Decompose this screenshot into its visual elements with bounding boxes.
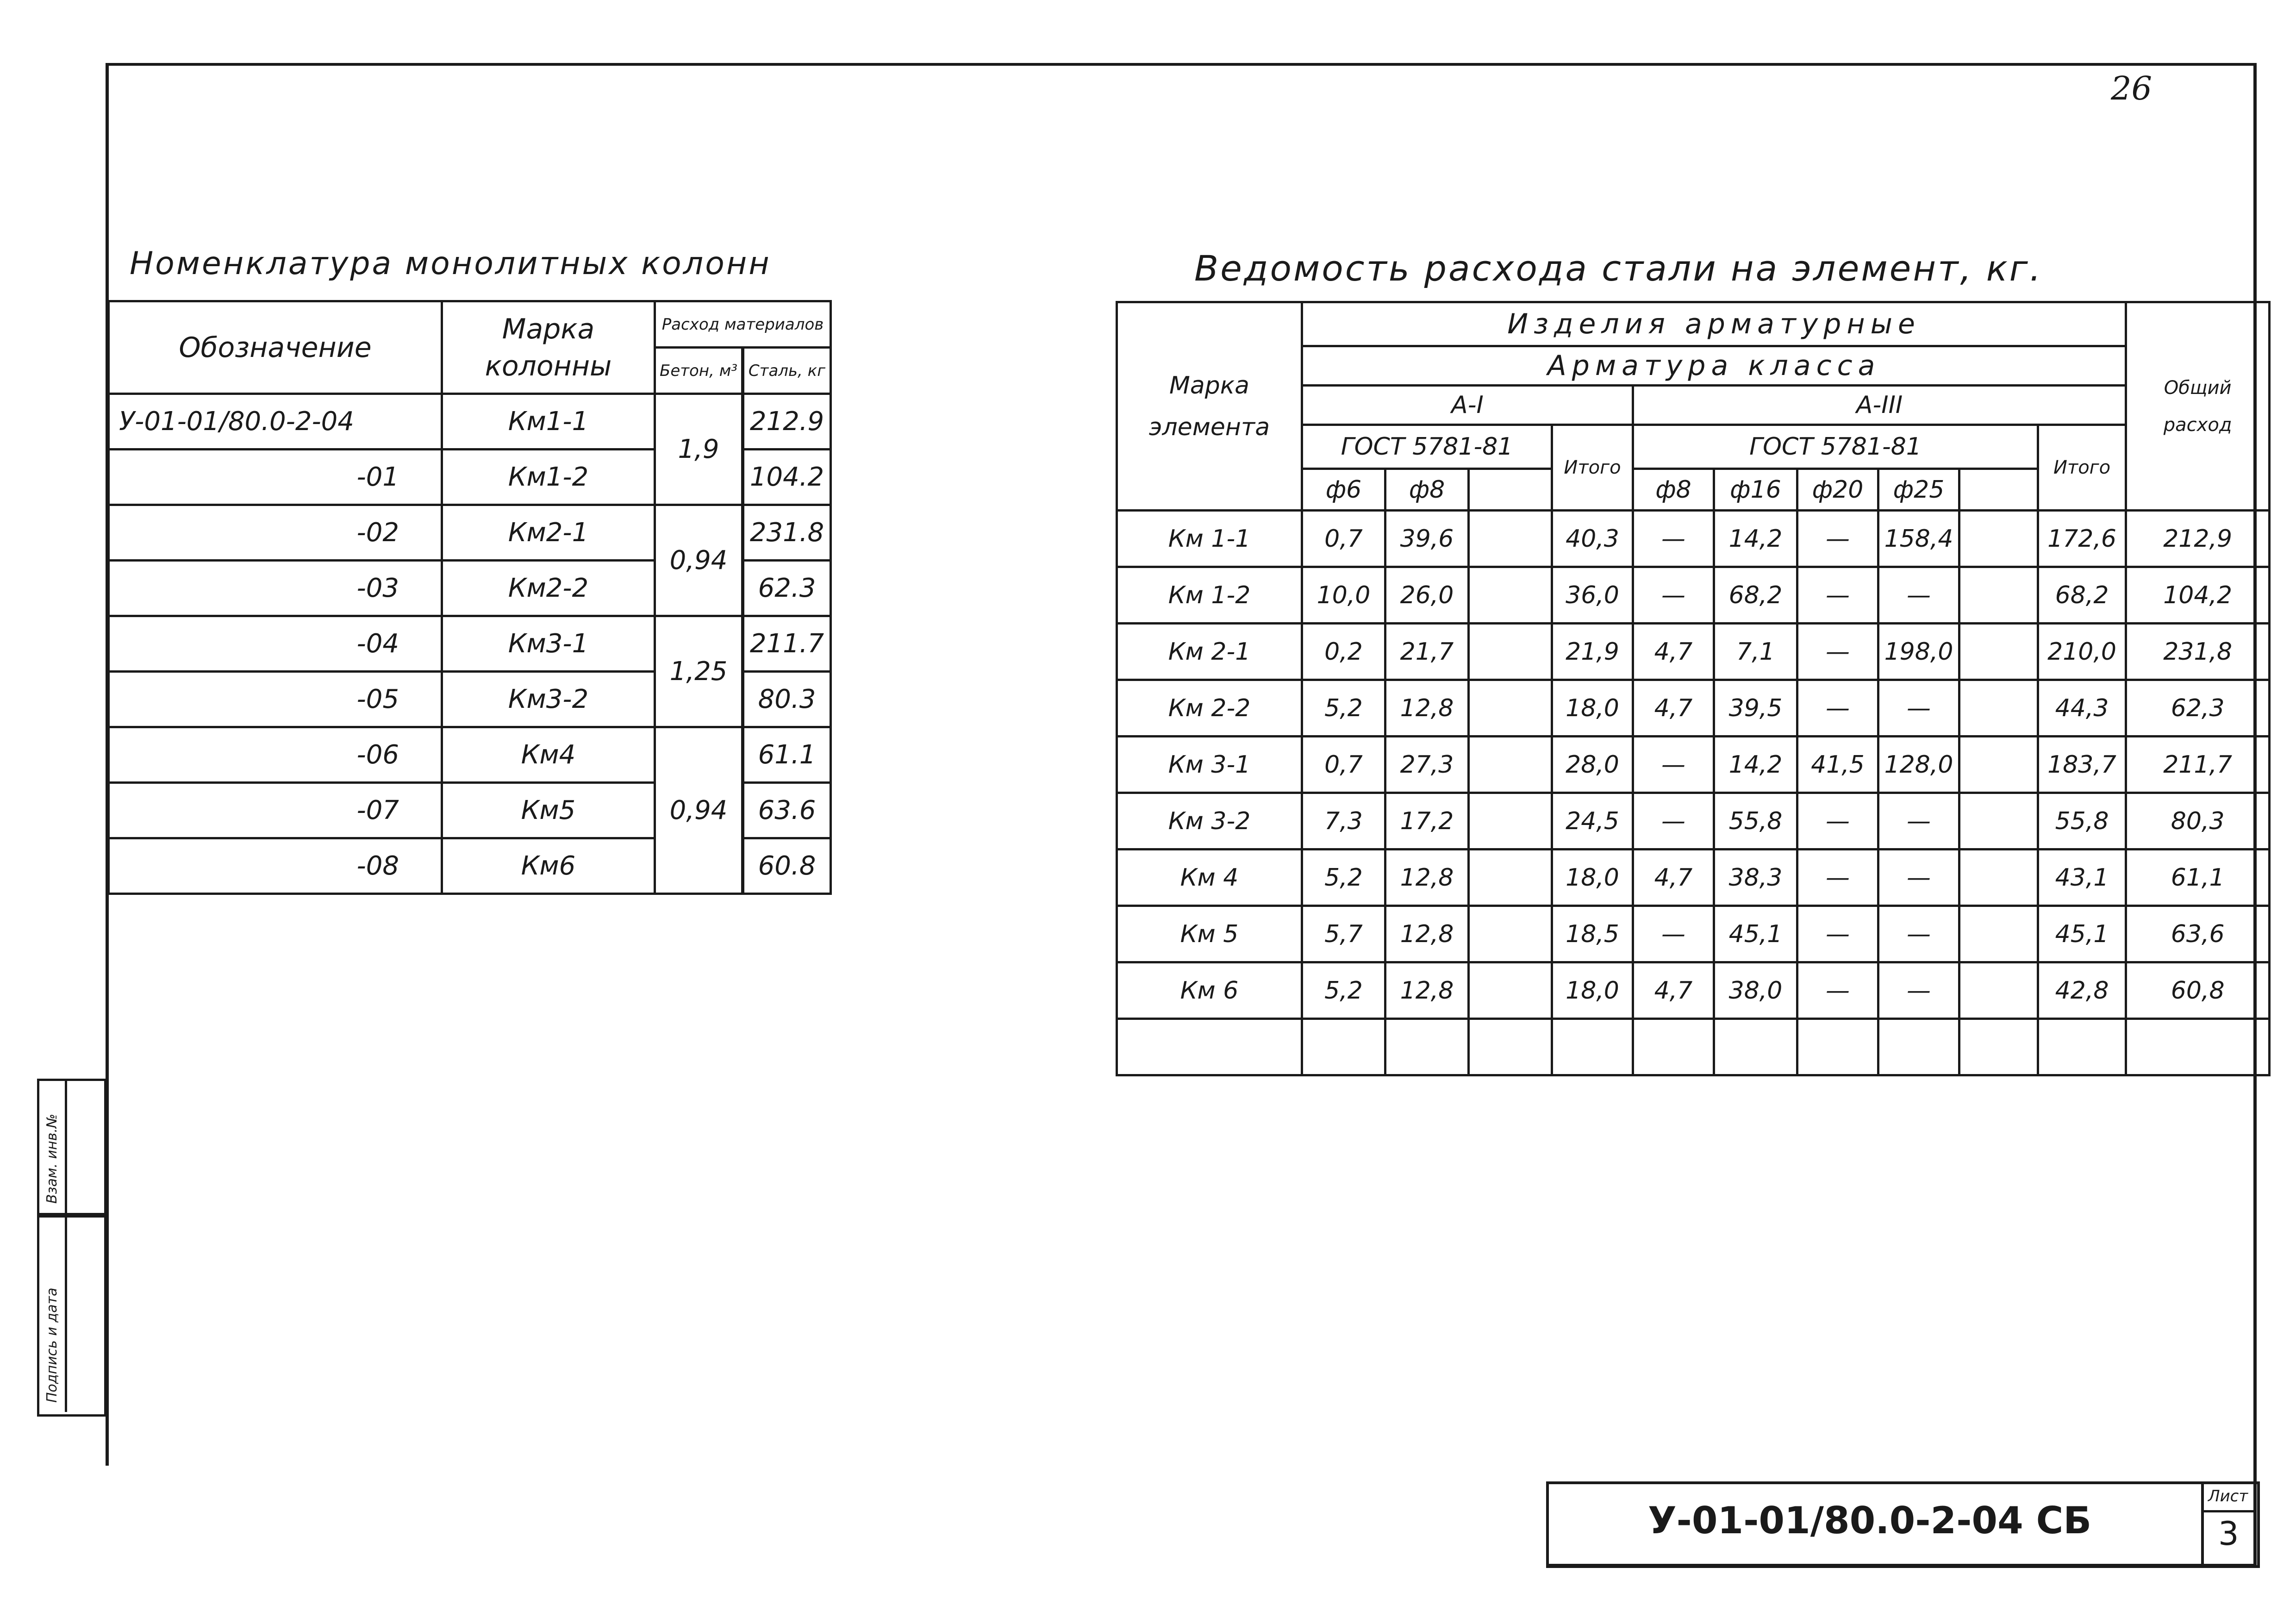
- steel-table: [1116, 301, 2271, 1076]
- header-overall: Общий расход: [2126, 302, 2270, 511]
- cell-a3-d20: —: [1797, 962, 1878, 1019]
- cell-a3-d16: 45,1: [1714, 906, 1797, 962]
- row-code: -03: [109, 561, 442, 616]
- cell-overall: 60,8: [2126, 962, 2270, 1019]
- header-gost-a1: ГОСТ 5781-81: [1302, 425, 1552, 469]
- cell-mark: Км 6: [1117, 962, 1302, 1019]
- row-code: У-01-01/80.0-2-04: [109, 394, 442, 450]
- row-code: -02: [109, 505, 442, 561]
- table-row: [1117, 511, 2270, 567]
- cell-total-a1: 40,3: [1552, 511, 1633, 567]
- row-mark: Км2-2: [442, 561, 655, 616]
- cell-a3-d20: —: [1797, 793, 1878, 849]
- row-mark: Км3-2: [442, 672, 655, 727]
- cell-a3-d8: 4,7: [1633, 962, 1714, 1019]
- cell-d6: 10,0: [1302, 567, 1385, 624]
- cell-empty: [1469, 680, 1552, 737]
- cell-a3-d25: —: [1878, 906, 1959, 962]
- cell-d8: 21,7: [1385, 624, 1469, 680]
- cell-a3-d20: —: [1797, 624, 1878, 680]
- cell-a3-d8: —: [1633, 737, 1714, 793]
- header-d25: ф25: [1878, 469, 1959, 511]
- row-steel: 212.9: [743, 394, 831, 450]
- cell-mark: Км 3-1: [1117, 737, 1302, 793]
- header-d6: ф6: [1302, 469, 1385, 511]
- cell-d8: 12,8: [1385, 906, 1469, 962]
- title-block-sheet-divider-v: [2201, 1481, 2204, 1564]
- cell-a3-d8: 4,7: [1633, 849, 1714, 906]
- side-label-signature: Подпись и дата: [44, 1287, 60, 1403]
- cell-a3-d20: —: [1797, 511, 1878, 567]
- cell-empty: [1959, 906, 2038, 962]
- cell-d6: 5,2: [1302, 849, 1385, 906]
- row-mark: Км1-1: [442, 394, 655, 450]
- cell-total-a1: 21,9: [1552, 624, 1633, 680]
- cell-a3-d8: —: [1633, 906, 1714, 962]
- cell-a3-d25: —: [1878, 793, 1959, 849]
- cell-a3-d16: 38,3: [1714, 849, 1797, 906]
- cell-d8: 27,3: [1385, 737, 1469, 793]
- header-d8-a1: ф8: [1385, 469, 1469, 511]
- cell-d6: 5,7: [1302, 906, 1385, 962]
- header-total-a1: Итого: [1552, 425, 1633, 511]
- row-steel: 231.8: [743, 505, 831, 561]
- cell-a3-d8: —: [1633, 793, 1714, 849]
- table-row: [1117, 624, 2270, 680]
- cell-overall: 61,1: [2126, 849, 2270, 906]
- table-row: [109, 394, 831, 450]
- side-label-replacement: Взам. инв.№: [44, 1113, 60, 1204]
- cell-a3-d25: —: [1878, 680, 1959, 737]
- cell-a3-d25: —: [1878, 567, 1959, 624]
- row-code: -07: [109, 783, 442, 838]
- table-row: [1117, 737, 2270, 793]
- cell-overall: 80,3: [2126, 793, 2270, 849]
- cell-d6: 0,7: [1302, 511, 1385, 567]
- cell-total-a3: 210,0: [2038, 624, 2126, 680]
- cell-total-a3: 172,6: [2038, 511, 2126, 567]
- cell-total-a3: 44,3: [2038, 680, 2126, 737]
- header-d8-a3: ф8: [1633, 469, 1714, 511]
- header-element-mark: Марка элемента: [1117, 302, 1302, 511]
- cell-total-a3: 42,8: [2038, 962, 2126, 1019]
- row-steel: 60.8: [743, 838, 831, 894]
- sheet-number: 3: [2218, 1515, 2239, 1553]
- frame-top-line: [107, 63, 2255, 66]
- row-code: -01: [109, 450, 442, 505]
- cell-empty: [1469, 962, 1552, 1019]
- row-steel: 63.6: [743, 783, 831, 838]
- cell-total-a1: 36,0: [1552, 567, 1633, 624]
- cell-d8: 12,8: [1385, 962, 1469, 1019]
- concrete-group: 0,94: [655, 727, 743, 894]
- nomenclature-table: [107, 300, 832, 895]
- cell-d8: 26,0: [1385, 567, 1469, 624]
- cell-a3-d8: 4,7: [1633, 624, 1714, 680]
- table-row: [109, 727, 831, 783]
- cell-empty: [1959, 737, 2038, 793]
- row-mark: Км3-1: [442, 616, 655, 672]
- cell-d8: 17,2: [1385, 793, 1469, 849]
- header-empty-a1: [1469, 469, 1552, 511]
- cell-total-a1: 24,5: [1552, 793, 1633, 849]
- header-steel: Сталь, кг: [743, 348, 831, 394]
- cell-d6: 5,2: [1302, 680, 1385, 737]
- header-products: Изделия арматурные: [1302, 302, 2126, 346]
- cell-mark: Км 1-2: [1117, 567, 1302, 624]
- page-number: 26: [2111, 69, 2152, 107]
- cell-empty: [1469, 511, 1552, 567]
- cell-overall: 231,8: [2126, 624, 2270, 680]
- table-row: [1117, 567, 2270, 624]
- cell-a3-d16: 55,8: [1714, 793, 1797, 849]
- cell-a3-d20: —: [1797, 906, 1878, 962]
- cell-empty: [1959, 511, 2038, 567]
- row-steel: 61.1: [743, 727, 831, 783]
- cell-empty: [1959, 567, 2038, 624]
- header-total-a3: Итого: [2038, 425, 2126, 511]
- cell-mark: Км 4: [1117, 849, 1302, 906]
- row-mark: Км2-1: [442, 505, 655, 561]
- cell-a3-d25: —: [1878, 962, 1959, 1019]
- header-rebar-class: Арматура класса: [1302, 346, 2126, 386]
- nomenclature-title: Номенклатура монолитных колонн: [130, 245, 771, 282]
- cell-a3-d16: 38,0: [1714, 962, 1797, 1019]
- cell-total-a3: 55,8: [2038, 793, 2126, 849]
- table-row: [1117, 906, 2270, 962]
- cell-empty: [1959, 793, 2038, 849]
- cell-empty: [1469, 624, 1552, 680]
- side-strip-divider: [65, 1079, 67, 1412]
- cell-mark: Км 3-2: [1117, 793, 1302, 849]
- cell-d6: 7,3: [1302, 793, 1385, 849]
- cell-d8: 12,8: [1385, 849, 1469, 906]
- cell-empty: [1469, 793, 1552, 849]
- steel-title: Ведомость расхода стали на элемент, кг.: [1194, 248, 2043, 289]
- cell-a3-d16: 14,2: [1714, 737, 1797, 793]
- cell-a3-d25: —: [1878, 849, 1959, 906]
- concrete-group: 0,94: [655, 505, 743, 616]
- concrete-group: 1,9: [655, 394, 743, 505]
- table-row: [109, 616, 831, 672]
- row-code: -04: [109, 616, 442, 672]
- table-row: [1117, 962, 2270, 1019]
- cell-d6: 0,2: [1302, 624, 1385, 680]
- cell-empty: [1469, 567, 1552, 624]
- cell-total-a3: 183,7: [2038, 737, 2126, 793]
- cell-mark: Км 1-1: [1117, 511, 1302, 567]
- row-steel: 211.7: [743, 616, 831, 672]
- row-code: -08: [109, 838, 442, 894]
- cell-total-a3: 43,1: [2038, 849, 2126, 906]
- header-d16: ф16: [1714, 469, 1797, 511]
- row-code: -05: [109, 672, 442, 727]
- table-row: [1117, 849, 2270, 906]
- header-gost-a3: ГОСТ 5781-81: [1633, 425, 2038, 469]
- cell-a3-d20: —: [1797, 849, 1878, 906]
- cell-a3-d20: —: [1797, 567, 1878, 624]
- cell-a3-d25: 128,0: [1878, 737, 1959, 793]
- header-class-a3: А-III: [1633, 386, 2126, 425]
- cell-d6: 0,7: [1302, 737, 1385, 793]
- row-mark: Км6: [442, 838, 655, 894]
- cell-empty: [1469, 737, 1552, 793]
- row-steel: 80.3: [743, 672, 831, 727]
- cell-total-a1: 18,0: [1552, 849, 1633, 906]
- cell-total-a1: 18,5: [1552, 906, 1633, 962]
- header-designation: Обозначение: [109, 301, 442, 394]
- header-class-a1: А-I: [1302, 386, 1633, 425]
- cell-total-a1: 18,0: [1552, 680, 1633, 737]
- cell-a3-d25: 198,0: [1878, 624, 1959, 680]
- cell-empty: [1959, 849, 2038, 906]
- sheet-label: Лист: [2208, 1487, 2248, 1505]
- cell-mark: Км 5: [1117, 906, 1302, 962]
- cell-a3-d20: 41,5: [1797, 737, 1878, 793]
- cell-a3-d16: 7,1: [1714, 624, 1797, 680]
- cell-a3-d8: —: [1633, 567, 1714, 624]
- cell-mark: Км 2-2: [1117, 680, 1302, 737]
- cell-a3-d16: 14,2: [1714, 511, 1797, 567]
- cell-a3-d16: 39,5: [1714, 680, 1797, 737]
- cell-overall: 104,2: [2126, 567, 2270, 624]
- cell-empty: [1469, 849, 1552, 906]
- header-d20: ф20: [1797, 469, 1878, 511]
- table-row: [109, 505, 831, 561]
- row-steel: 104.2: [743, 450, 831, 505]
- cell-a3-d20: —: [1797, 680, 1878, 737]
- cell-mark: Км 2-1: [1117, 624, 1302, 680]
- table-row: [1117, 680, 2270, 737]
- cell-a3-d25: 158,4: [1878, 511, 1959, 567]
- header-empty-a3: [1959, 469, 2038, 511]
- cell-overall: 211,7: [2126, 737, 2270, 793]
- concrete-group: 1,25: [655, 616, 743, 727]
- cell-a3-d16: 68,2: [1714, 567, 1797, 624]
- cell-d8: 12,8: [1385, 680, 1469, 737]
- row-mark: Км4: [442, 727, 655, 783]
- cell-empty: [1959, 962, 2038, 1019]
- cell-overall: 62,3: [2126, 680, 2270, 737]
- cell-overall: 212,9: [2126, 511, 2270, 567]
- cell-total-a3: 45,1: [2038, 906, 2126, 962]
- table-row-empty: [1117, 1019, 2270, 1075]
- title-block-sheet-divider-h: [2201, 1510, 2254, 1512]
- row-code: -06: [109, 727, 442, 783]
- header-concrete: Бетон, м³: [655, 348, 743, 394]
- row-mark: Км5: [442, 783, 655, 838]
- cell-d6: 5,2: [1302, 962, 1385, 1019]
- cell-d8: 39,6: [1385, 511, 1469, 567]
- row-mark: Км1-2: [442, 450, 655, 505]
- cell-empty: [1469, 906, 1552, 962]
- header-mark: Марка колонны: [442, 301, 655, 394]
- cell-total-a3: 68,2: [2038, 567, 2126, 624]
- table-row: [1117, 793, 2270, 849]
- cell-a3-d8: —: [1633, 511, 1714, 567]
- row-steel: 62.3: [743, 561, 831, 616]
- cell-total-a1: 18,0: [1552, 962, 1633, 1019]
- cell-a3-d8: 4,7: [1633, 680, 1714, 737]
- cell-empty: [1959, 624, 2038, 680]
- cell-total-a1: 28,0: [1552, 737, 1633, 793]
- cell-overall: 63,6: [2126, 906, 2270, 962]
- title-block-code: У-01-01/80.0-2-04 СБ: [1648, 1499, 2092, 1542]
- header-consumption: Расход материалов: [655, 301, 831, 348]
- cell-empty: [1959, 680, 2038, 737]
